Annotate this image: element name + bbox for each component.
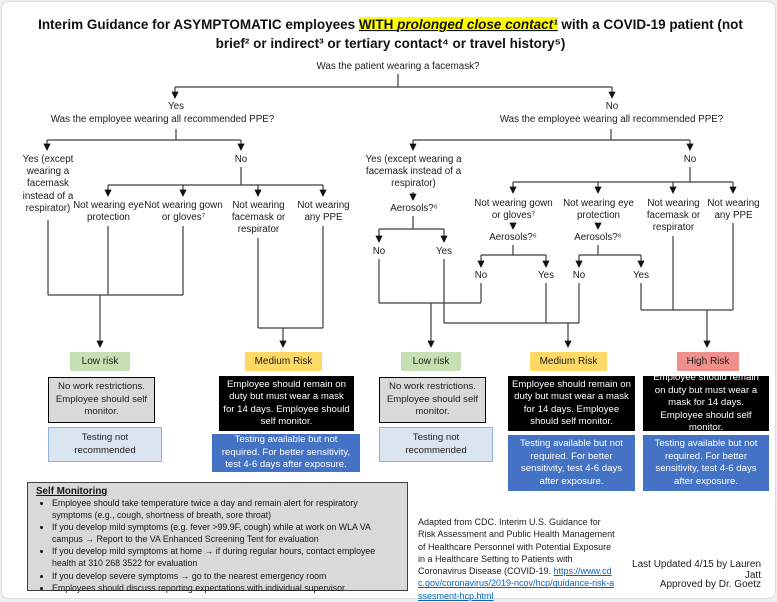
self-monitoring-box xyxy=(27,482,408,594)
testing-not-recommended-right: Testing not recommended xyxy=(379,427,493,462)
self-monitoring-item: • Employees should discuss reporting expectations with individual supervisor xyxy=(52,583,399,595)
outcome-no-restrictions-left: No work restrictions. Employee should self monitor. xyxy=(48,377,155,423)
branch-yes-except-left: Yes (except wearing a facemask instead of a respirator) xyxy=(22,154,74,214)
cdc-guidance-link[interactable]: https://www.cdc.gov/coronavirus/2019-ncov/hcp/guidance-risk-assesment-hcp.html xyxy=(418,566,615,601)
adapted-from-text: Adapted from CDC. Interim U.S. Guidance for Risk Assessment and Public Health Management of Healthcare Personnel with Potential Exposure in a Healthcare Setting to Patients with Coronavirus Disease (COVID-19. xyxy=(418,517,615,577)
badge-low-risk-left: Low risk xyxy=(70,352,130,371)
branch-no-right2: No xyxy=(683,154,697,165)
title-post: with a COVID-19 patient (not brief² or indirect³ or tertiary contact⁴ or travel history⁵) xyxy=(215,17,743,51)
question-ppe-left: Was the employee wearing all recommended PPE? xyxy=(50,114,275,125)
outcome-remain-duty-left: Employee should remain on duty but must wear a mask for 14 days. Employee should self monitor. xyxy=(219,376,354,431)
self-monitoring-list xyxy=(36,498,399,595)
badge-medium-risk-left: Medium Risk xyxy=(245,352,322,371)
badge-high-risk: High Risk xyxy=(677,352,739,371)
self-monitoring-item: • If you develop severe symptoms → go to the nearest emergency room xyxy=(52,571,399,583)
branch-yes-left: Yes xyxy=(168,101,184,112)
aerosols3-no: No xyxy=(572,270,586,281)
branch-not-gown-left: Not wearing gown or gloves⁷ xyxy=(144,200,223,224)
branch-no-right: No xyxy=(605,101,619,112)
question-ppe-right: Was the employee wearing all recommended PPE? xyxy=(499,114,724,125)
last-updated-note: Last Updated 4/15 by Lauren Jatt xyxy=(632,559,761,581)
title-highlight-plain: WITH xyxy=(358,17,398,32)
self-monitoring-item: • If you develop mild symptoms (e.g. fever >99.9F, cough) while at work on WLA VA campus → Report to the VA Enhanced Screening Tent for evaluation xyxy=(52,522,399,545)
question-aerosols-1: Aerosols?⁶ xyxy=(390,203,438,214)
self-monitoring-title: Self Monitoring xyxy=(36,486,108,497)
aerosols3-yes: Yes xyxy=(633,270,649,281)
approved-by-note: Approved by Dr. Goetz xyxy=(659,579,761,590)
outcome-remain-duty-right: Employee should remain on duty but must wear a mask for 14 days. Employee should self monitor. xyxy=(643,376,769,431)
branch-yes-except-right: Yes (except wearing a facemask instead of a respirator) xyxy=(365,154,462,190)
self-monitoring-item: • Employee should take temperature twice a day and remain alert for respiratory symptoms (e.g., cough, shortness of breath, sore throat) xyxy=(52,498,399,521)
aerosols1-no: No xyxy=(372,246,386,257)
branch-not-any-ppe-right: Not wearing any PPE xyxy=(707,198,760,222)
aerosols2-yes: Yes xyxy=(538,270,554,281)
testing-available-right: Testing available but not required. For better sensitivity, test 4-6 days after exposure. xyxy=(643,435,769,491)
branch-not-eye-right: Not wearing eye protection xyxy=(563,198,634,222)
aerosols1-yes: Yes xyxy=(436,246,452,257)
branch-not-facemask-left: Not wearing facemask or respirator xyxy=(231,200,286,236)
question-aerosols-3: Aerosols?⁶ xyxy=(574,232,622,243)
title-pre: Interim Guidance for ASYMPTOMATIC employees xyxy=(38,17,359,32)
badge-medium-risk-right: Medium Risk xyxy=(530,352,607,371)
branch-not-eye-left: Not wearing eye protection xyxy=(73,200,144,224)
aerosols2-no: No xyxy=(474,270,488,281)
self-monitoring-item: • If you develop mild symptoms at home → if during regular hours, contact employee health at 310 268 3522 for evaluation xyxy=(52,546,399,569)
title-highlight-italic: prolonged close contact¹ xyxy=(397,17,558,32)
testing-not-recommended-left: Testing not recommended xyxy=(48,427,162,462)
branch-not-gown-right: Not wearing gown or gloves⁷ xyxy=(474,198,553,222)
testing-available-left: Testing available but not required. For better sensitivity, test 4-6 days after exposure. xyxy=(212,434,360,472)
source-attribution xyxy=(418,516,618,602)
branch-no-left: No xyxy=(234,154,248,165)
testing-available-middle: Testing available but not required. For better sensitivity, test 4-6 days after exposure. xyxy=(508,435,635,491)
badge-low-risk-right: Low risk xyxy=(401,352,461,371)
outcome-remain-duty-middle: Employee should remain on duty but must wear a mask for 14 days. Employee should self monitor. xyxy=(508,376,635,431)
outcome-no-restrictions-right: No work restrictions. Employee should self monitor. xyxy=(379,377,486,423)
branch-not-facemask-right: Not wearing facemask or respirator xyxy=(646,198,701,234)
question-patient-facemask: Was the patient wearing a facemask? xyxy=(316,61,480,72)
question-aerosols-2: Aerosols?⁶ xyxy=(489,232,537,243)
slide-background xyxy=(1,1,776,599)
branch-not-any-ppe-left: Not wearing any PPE xyxy=(297,200,350,224)
